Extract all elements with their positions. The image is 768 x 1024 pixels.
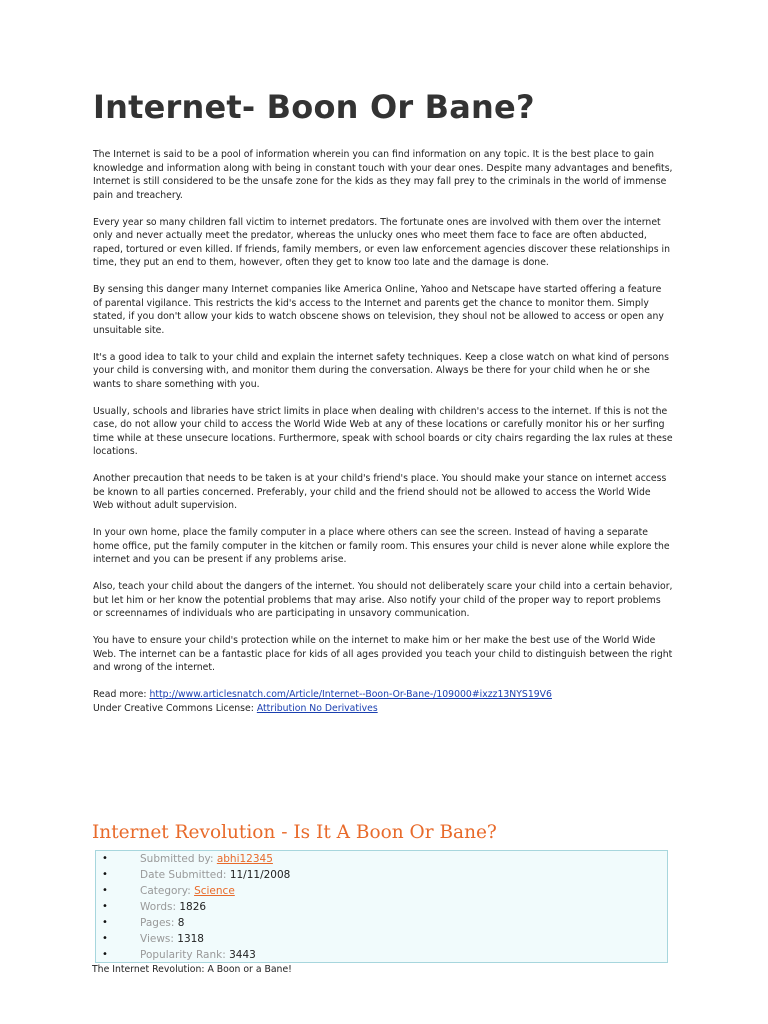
read-more-line bbox=[93, 688, 673, 702]
info-item-popularity-rank bbox=[96, 947, 667, 963]
info-item-views bbox=[96, 931, 667, 947]
bullet-icon: • bbox=[102, 949, 108, 960]
license-link[interactable]: Attribution No Derivatives bbox=[256, 702, 378, 714]
info-item-pages bbox=[96, 915, 667, 931]
paragraph: By sensing this danger many Internet companies like America Online, Yahoo and Netscape have started offering a feature of parental vigilance. This restricts the kid's access to the Internet and parents get the chance to monitor them. Simply stated, if you don't allow your kids to watch obscene shows on television, they shoul not be allowed to access or open any unsuitable site. bbox=[93, 284, 664, 336]
read-more-link[interactable]: http://www.articlesnatch.com/Article/Internet--Boon-Or-Bane-/109000#ixzz13NYS19V6 bbox=[149, 689, 552, 700]
paragraph: You have to ensure your child's protection while on the internet to make him or her make the best use of the World Wide Web. The internet can be a fantastic place for kids of all ages provided you teach your child to distinguish between the right and wrong of the internet. bbox=[93, 635, 673, 673]
bullet-icon: • bbox=[102, 933, 108, 944]
info-item-submitted-by bbox=[96, 851, 667, 867]
info-value: 1318 bbox=[177, 933, 204, 945]
info-value: 8 bbox=[177, 917, 185, 929]
paragraph: Also, teach your child about the dangers of the internet. You should not deliberately scare your child into a certain behavior, but let him or her know the potential problems that may arise. Also notify your child of the proper way to report problems or screennames of individuals who are participating in unsavory communication. bbox=[93, 581, 673, 619]
info-label: Views: bbox=[140, 933, 178, 945]
read-more-label: Read more: bbox=[93, 689, 150, 700]
author-link[interactable]: abhi12345 bbox=[216, 853, 273, 865]
info-value: 3443 bbox=[229, 949, 256, 961]
article-title: Internet Revolution - Is It A Boon Or Bane? bbox=[92, 822, 497, 843]
bullet-icon: • bbox=[102, 853, 108, 864]
info-label: Date Submitted: bbox=[140, 869, 230, 881]
info-label: Submitted by: bbox=[140, 853, 217, 865]
bullet-icon: • bbox=[102, 901, 108, 912]
info-label: Popularity Rank: bbox=[140, 949, 230, 961]
document-title: Internet- Boon Or Bane? bbox=[93, 88, 535, 126]
info-item-date-submitted bbox=[96, 867, 667, 883]
info-item-words bbox=[96, 899, 667, 915]
info-value: 1826 bbox=[179, 901, 207, 913]
bullet-icon: • bbox=[102, 869, 108, 880]
paragraph: Another precaution that needs to be taken is at your child's friend's place. You should make your stance on internet access be known to all parties concerned. Preferably, your child and the friend should not be allowed to access the World Wide Web without adult supervision. bbox=[93, 473, 667, 511]
license-line bbox=[93, 702, 673, 716]
paragraph: The Internet is said to be a pool of information wherein you can find information on any topic. It is the best place to gain knowledge and information along with being in constant touch with your dear ones. Despite many advantages and benefits, Internet is still considered to be the unsafe zone for the kids as they may fall prey to the criminals in the world of immense pain and treachery. bbox=[93, 149, 673, 201]
info-value: 11/11/2008 bbox=[229, 869, 291, 881]
article-info-box bbox=[95, 850, 668, 963]
bullet-icon: • bbox=[102, 885, 108, 896]
document-body bbox=[93, 148, 673, 715]
bullet-icon: • bbox=[102, 917, 108, 928]
paragraph: In your own home, place the family computer in a place where others can see the screen. Instead of having a separate home office, put the family computer in the kitchen or family room. This ensures your child is never alone while explore the internet and you can be present if any problems arise. bbox=[93, 527, 670, 565]
info-label: Pages: bbox=[140, 917, 178, 929]
paragraph: It's a good idea to talk to your child and explain the internet safety techniques. Keep a close watch on what kind of persons your child is conversing with, and monitor them during the conversation. Always be there for your child when he or she wants to share something with you. bbox=[93, 351, 669, 390]
info-label: Category: bbox=[140, 885, 195, 897]
license-label: Under Creative Commons License: bbox=[93, 702, 257, 714]
info-item-category bbox=[96, 883, 667, 899]
info-label: Words: bbox=[140, 901, 180, 913]
article-subtitle: The Internet Revolution: A Boon or a Bane! bbox=[92, 964, 292, 975]
category-link[interactable]: Science bbox=[194, 885, 235, 897]
paragraph: Usually, schools and libraries have strict limits in place when dealing with children's access to the internet. If this is not the case, do not allow your child to access the World Wide Web at any of these locations or carefully monitor his or her surfing time while at these unsecure locations. Furthermore, speak with school boards or city chairs regarding the lax rules at these locations. bbox=[93, 405, 673, 457]
article-info-list bbox=[96, 851, 667, 963]
paragraph: Every year so many children fall victim to internet predators. The fortunate ones are involved with them over the internet only and never actually meet the predator, whereas the unlucky ones who meet them face to face are often abducted, raped, tortured or even killed. If friends, family members, or even law enforcement agencies discover these relationships in time, they put an end to them, however, often they get to know too late and the damage is done. bbox=[93, 216, 670, 268]
